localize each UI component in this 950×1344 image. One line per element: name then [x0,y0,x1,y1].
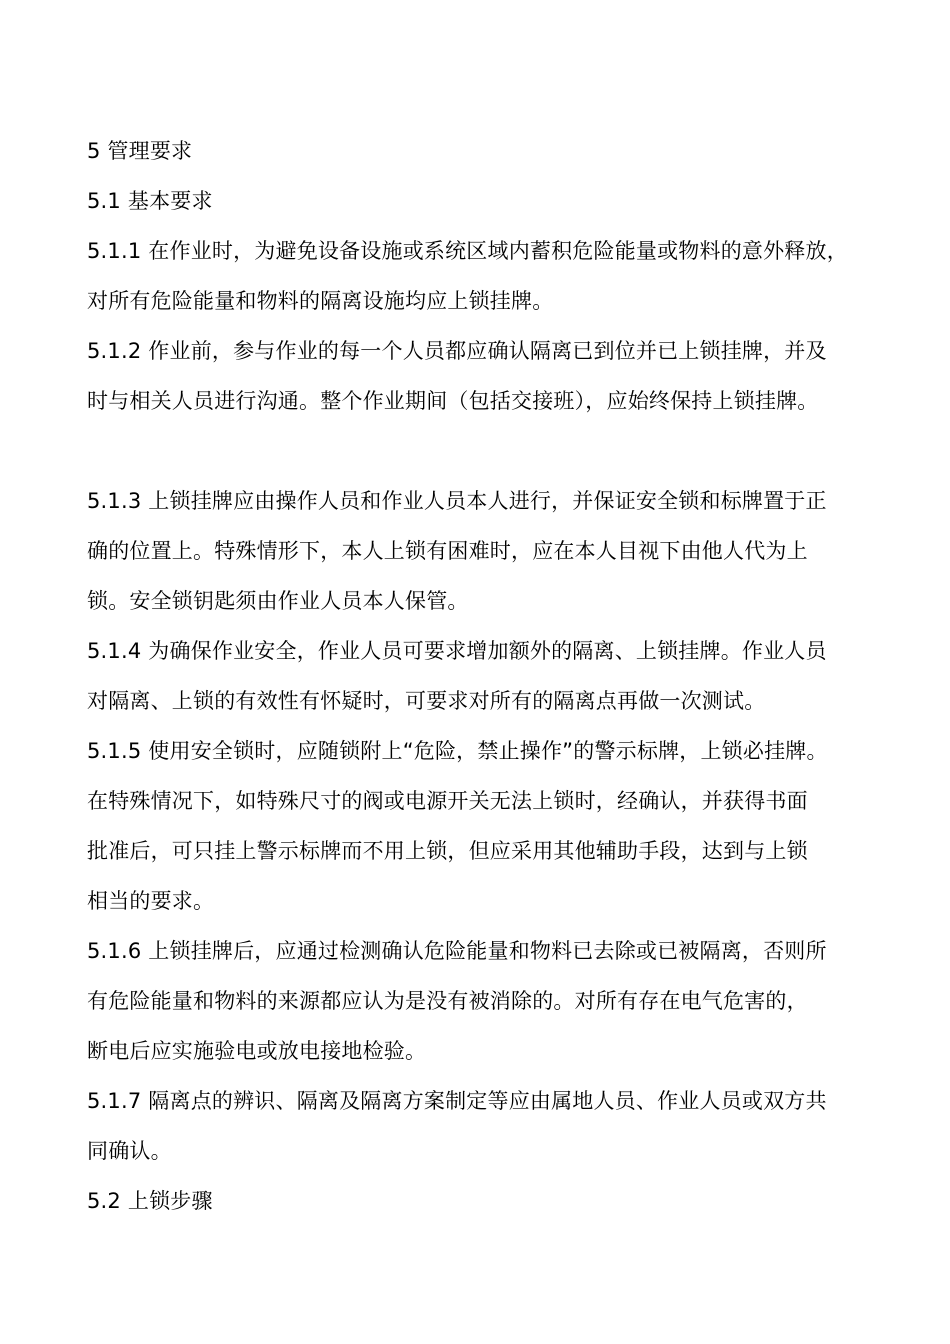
blank-line [87,426,877,476]
clause-5-1-6-line-2: 有危险能量和物料的来源都应认为是没有被消除的。对所有存在电气危害的， [87,989,808,1013]
clause-5-1-5-line-2: 在特殊情况下，如特殊尺寸的阀或电源开关无法上锁时，经确认，并获得书面 [87,789,808,813]
clause-5-1-7-line-1: 5.1.7 隔离点的辨识、隔离及隔离方案制定等应由属地人员、作业人员或双方共 [87,1089,827,1113]
clause-5-1-5-line-4: 相当的要求。 [87,889,215,913]
clause-5-1-1-line-2: 对所有危险能量和物料的隔离设施均应上锁挂牌。 [87,289,554,313]
clause-5-1-3-line-1: 5.1.3 上锁挂牌应由操作人员和作业人员本人进行，并保证安全锁和标牌置于正 [87,489,827,513]
clause-5-1-5-line-3: 批准后，可只挂上警示标牌而不用上锁，但应采用其他辅助手段，达到与上锁 [87,839,808,863]
clause-5-1-2-line-1: 5.1.2 作业前，参与作业的每一个人员都应确认隔离已到位并已上锁挂牌，并及 [87,339,827,363]
clause-5-1-6-line-1: 5.1.6 上锁挂牌后，应通过检测确认危险能量和物料已去除或已被隔离，否则所 [87,939,827,963]
clause-5-1-5-line-1: 5.1.5 使用安全锁时，应随锁附上“危险，禁止操作”的警示标牌，上锁必挂牌。 [87,739,828,763]
clause-5-1-4-line-1: 5.1.4 为确保作业安全，作业人员可要求增加额外的隔离、上锁挂牌。作业人员 [87,639,827,663]
clause-5-1-3-line-2: 确的位置上。特殊情形下，本人上锁有困难时，应在本人目视下由他人代为上 [87,539,808,563]
clause-5-1-4-line-2: 对隔离、上锁的有效性有怀疑时，可要求对所有的隔离点再做一次测试。 [87,689,766,713]
clause-5-1-7-line-2: 同确认。 [87,1139,172,1163]
document-page [87,126,877,1226]
clause-5-1-6-line-3: 断电后应实施验电或放电接地检验。 [87,1039,427,1063]
clause-5-1-1-line-1: 5.1.1 在作业时，为避免设备设施或系统区域内蓄积危险能量或物料的意外释放， [87,239,848,263]
section-heading-5: 5 管理要求 [87,139,193,163]
section-heading-5-2: 5.2 上锁步骤 [87,1189,213,1213]
clause-5-1-2-line-2: 时与相关人员进行沟通。整个作业期间（包括交接班），应始终保持上锁挂牌。 [87,389,819,413]
section-heading-5-1: 5.1 基本要求 [87,189,213,213]
clause-5-1-3-line-3: 锁。安全锁钥匙须由作业人员本人保管。 [87,589,469,613]
